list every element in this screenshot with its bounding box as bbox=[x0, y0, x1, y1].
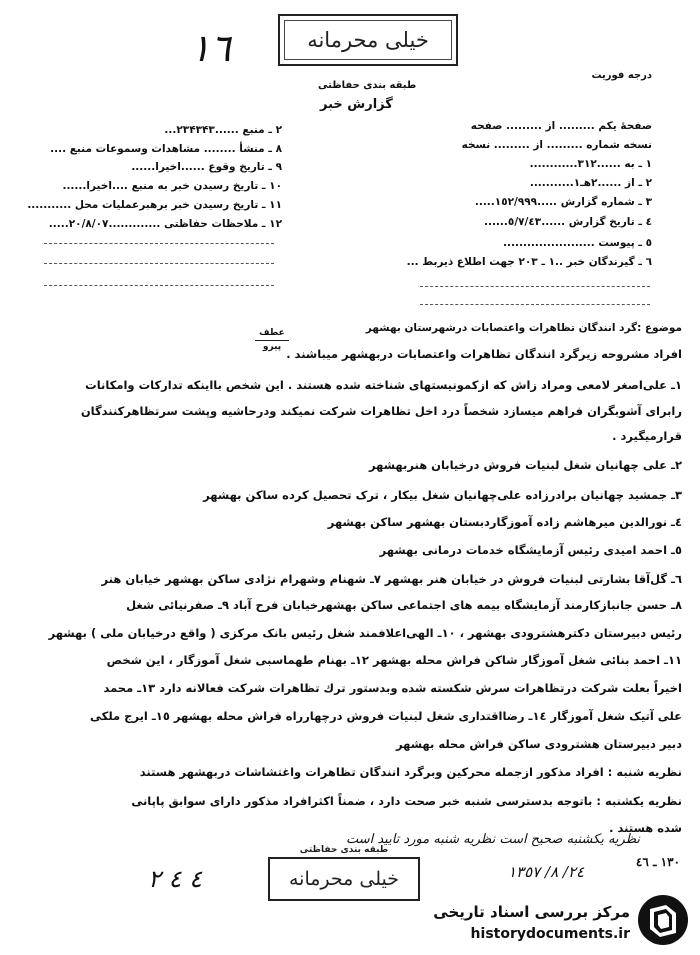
report-title: گزارش خبر bbox=[320, 97, 393, 112]
field-origin: ٨ ـ منشأ ........ مشاهدات وسموعات منبع .... bbox=[50, 143, 282, 155]
top-secret-stamp: خیلی محرمانه bbox=[278, 14, 458, 66]
watermark-title: مرکز بررسی اسناد تاریخی bbox=[433, 903, 630, 921]
body-line: دبیر دبیرستان هشترودی ساکن فراش محله بهشهر bbox=[395, 737, 682, 751]
field-to: ١ ـ به ......٣١٢............ bbox=[529, 158, 652, 170]
body-line: علی آتیک شغل آموزگار ١٤ـ رضااقتداری شغل لبنیات فروش درچهارراه فراش محله بهشهر ١٥ـ ایرج ملکی bbox=[90, 709, 682, 723]
stamp-main-label: خیلی محرمانه bbox=[288, 868, 399, 890]
body-line: ١ـ علی‌اصغر لامعی ومراد زاش که ازکمونیستهای شناخته شده هستند . این شخص بااینکه تدارکات وامکانات bbox=[85, 378, 682, 392]
urgency-label: درجه فوریت bbox=[591, 70, 652, 81]
body-line: ٨ـ حسن جانبازکارمند آزمایشگاه بیمه های اجتماعی ساکن بهشهرخیابان فرح آباد ٩ـ صفرنیائی شغل bbox=[126, 598, 682, 612]
watermark-url: historydocuments.ir bbox=[470, 926, 630, 942]
body-line: رابرای آشوبگران فراهم میسازد شخصاً درد اخل تظاهرات شرکت نمیکند ودرحاشیه وپشت سرتظاهرکنندگان bbox=[80, 404, 682, 418]
handwritten-number: ٤ ٤ ٢ bbox=[148, 865, 202, 893]
blank-line bbox=[44, 243, 274, 244]
field-recipients: ٦ ـ گیرندگان خبر ..١ ـ ٢٠٣ جهت اطلاع ذیربط ... bbox=[406, 256, 652, 268]
body-line: قرارمیگیرد . bbox=[612, 429, 682, 443]
field-copy: نسخه شماره ......... از ......... نسخه bbox=[461, 139, 652, 151]
subject-line: موضوع :گرد انندگان تظاهرات واعتصابات درشهرستان بهشهر bbox=[365, 322, 682, 334]
field-event-date: ٩ ـ تاریخ وقوع ......اخیرا...... bbox=[131, 161, 282, 173]
handwritten-signatures: نظریه یکشنبه صحیح است نظریه شنبه مورد تایید است bbox=[345, 832, 640, 847]
signature-date: ٢٤/ ٨/ ١٣٥٧ bbox=[508, 863, 585, 881]
field-report-date: ٤ ـ تاریخ گزارش ......٥/٧/٤٣...... bbox=[483, 216, 652, 228]
field-received-date: ١٠ ـ تاریخ رسیدن خبر به منبع ....اخیرا...... bbox=[62, 180, 282, 192]
classification-label: طبقه بندی حفاظتی bbox=[318, 80, 417, 91]
blank-line bbox=[44, 263, 274, 264]
reference-top: عطف bbox=[255, 327, 289, 341]
field-report-number: ٣ ـ شماره گزارش .....١٥٢/٩٩٩..... bbox=[474, 196, 652, 208]
body-line: ٥ـ احمد امیدی رئیس آزمایشگاه خدمات درمانی بهشهر bbox=[379, 543, 682, 557]
reference-bottom: پیرو bbox=[262, 342, 282, 352]
blank-line bbox=[44, 285, 274, 286]
body-line: شده هستند . bbox=[609, 821, 682, 835]
reference-box bbox=[255, 327, 289, 354]
bottom-secret-stamp bbox=[268, 845, 420, 901]
body-line: نظریه شنبه : افراد مذکور ازجمله محرکین وبرگرد انندگان تظاهرات واغتشاشات دربهشهر هستند bbox=[139, 765, 682, 779]
handwritten-page-number: ١٦ bbox=[190, 26, 231, 70]
blank-line bbox=[420, 286, 650, 287]
stamp-sub-label: طبقه بندی حفاظتی bbox=[299, 845, 389, 855]
field-page: صفحهٔ یکم ......... از ......... صفحه bbox=[470, 120, 652, 132]
body-line: ٦ـ گل‌آقا بشارتی لبنیات فروش در خیابان هنر بهشهر ٧ـ شهنام وشهرام نژادی ساکن بهشهر خیابان هنر bbox=[101, 572, 682, 586]
field-source: ٢ ـ منبع ......۲۳۴۳۴۳... bbox=[164, 124, 282, 136]
archive-logo-icon bbox=[636, 893, 690, 947]
body-line: ١١ـ احمد بنائی شغل آموزگار شاکن فراش محله بهشهر ١٢ـ بهنام طهماسبی شغل آموزگار ، این شخص bbox=[106, 653, 682, 667]
field-attachment: ٥ ـ پیوست ....................... bbox=[503, 237, 652, 249]
body-line: افراد مشروحه زیرگرد انندگان تظاهرات واعتصابات دربهشهر میباشند . bbox=[286, 347, 682, 361]
signature-number: ١٣٠ ـ ٤٦ bbox=[635, 855, 680, 869]
blank-line bbox=[420, 304, 650, 305]
body-line: ٤ـ نورالدین میرهاشم زاده آموزگاردبستان بهشهر ساکن بهشهر bbox=[327, 515, 682, 529]
body-line: ٢ـ علی چهانیان شغل لبنیات فروش درخیابان هنربهشهر bbox=[368, 458, 682, 472]
body-line: نظریه یکشنبه : باتوجه بدسترسی شنبه خبر صحت دارد ، ضمناً اکثرافراد مذکور دارای سوابق پاپانی bbox=[131, 794, 682, 808]
body-line: اخیراً بعلت شرکت درتظاهرات سرش شکسته شده وبدستور ترك تظاهرات شرکت فعالانه دارد ١٣ـ محمد bbox=[103, 681, 682, 695]
body-line: رئیس دبیرستان دکترهشترودی بهشهر ، ١٠ـ الهی‌اعلافمند شغل رئیس بانک مرکزی ( واقع درخیابان ملی ) بهشهر bbox=[48, 626, 682, 640]
field-operation-date: ١١ ـ تاریخ رسیدن خبر برهبرعملیات محل ........... bbox=[27, 199, 282, 211]
field-protection-notes: ١٢ ـ ملاحظات حفاظتی .............٢٠/٨/٠٧..... bbox=[48, 218, 282, 230]
field-from: ٢ ـ از ......٢هـ١........... bbox=[529, 177, 652, 189]
body-line: ٣ـ جمشید چهانیان برادرزاده علی‌چهانیان شغل بیکار ، ترک تحصیل کرده ساکن بهشهر bbox=[203, 488, 682, 502]
